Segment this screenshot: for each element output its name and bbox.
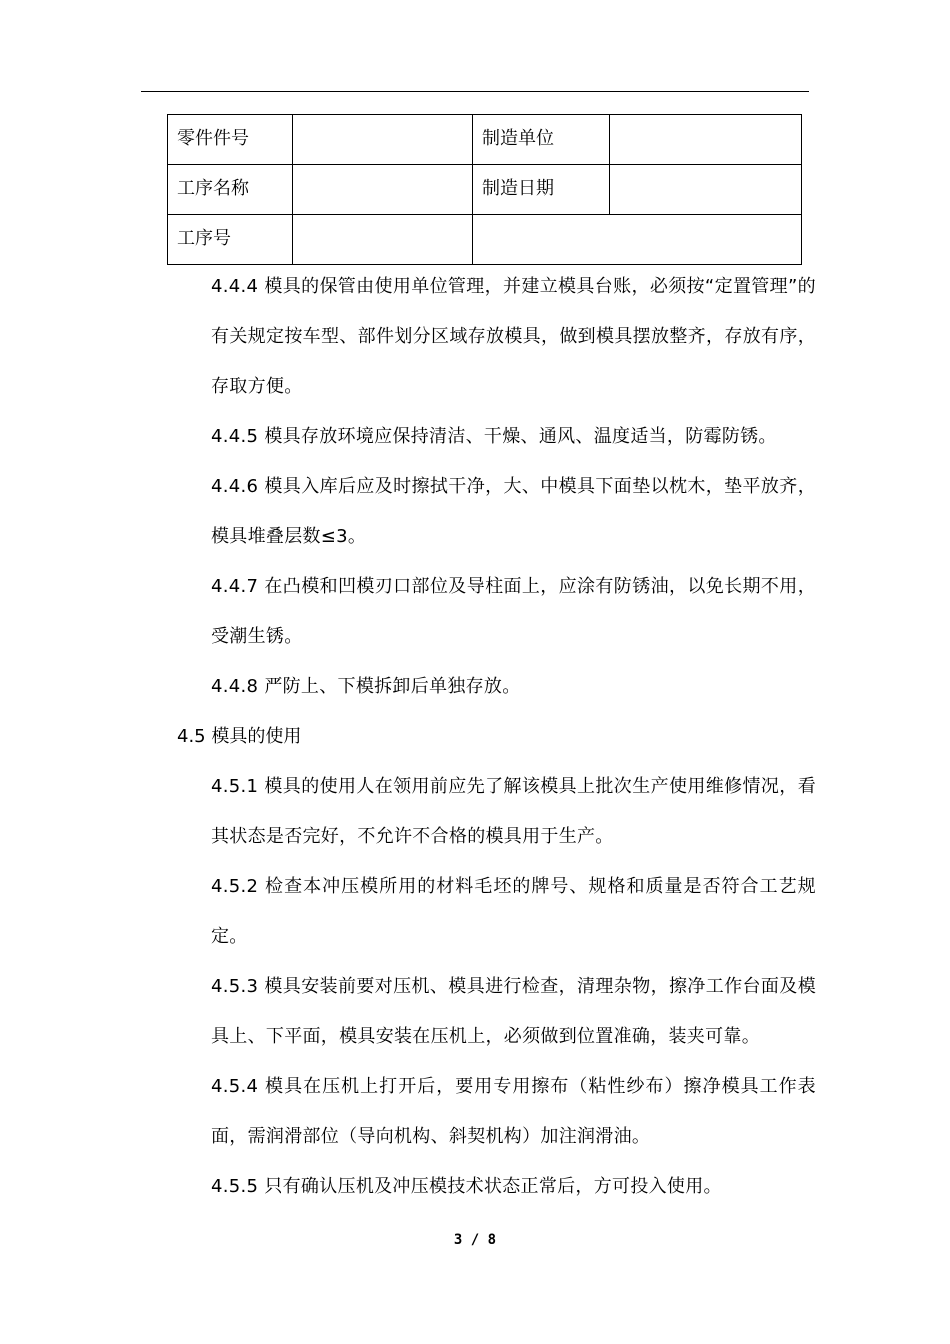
table-cell <box>473 215 802 265</box>
table-cell <box>610 165 802 215</box>
paragraph-4-4-7: 4.4.7 在凸模和凹模刃口部位及导柱面上，应涂有防锈油，以免长期不用，受潮生锈。 <box>211 576 816 647</box>
table-row <box>168 215 802 265</box>
paragraph-4-5-1: 4.5.1 模具的使用人在领用前应先了解该模具上批次生产使用维修情况，看其状态是否完好，不允许不合格的模具用于生产。 <box>211 776 816 847</box>
table-cell: 制造日期 <box>473 165 610 215</box>
paragraph-4-5-4: 4.5.4 模具在压机上打开后，要用专用擦布（粘性纱布）擦净模具工作表面，需润滑部位（导向机构、斜契机构）加注润滑油。 <box>211 1076 816 1147</box>
table-cell: 制造单位 <box>473 115 610 165</box>
paragraph-4-4-4: 4.4.4 模具的保管由使用单位管理，并建立模具台账，必须按“定置管理”的有关规定按车型、部件划分区域存放模具，做到模具摆放整齐，存放有序，存取方便。 <box>211 276 816 397</box>
info-table <box>167 114 802 265</box>
table-cell <box>293 215 473 265</box>
table-cell: 工序名称 <box>168 165 293 215</box>
table-row <box>168 165 802 215</box>
section-heading-4-5: 4.5 模具的使用 <box>177 726 302 747</box>
table-cell <box>293 165 473 215</box>
table-cell <box>293 115 473 165</box>
paragraph-4-4-8: 4.4.8 严防上、下模拆卸后单独存放。 <box>211 676 521 697</box>
paragraph-4-5-5: 4.5.5 只有确认压机及冲压模技术状态正常后，方可投入使用。 <box>211 1176 722 1197</box>
table-cell <box>610 115 802 165</box>
table-row <box>168 115 802 165</box>
table-cell: 工序号 <box>168 215 293 265</box>
page-number: 3 / 8 <box>453 1232 497 1248</box>
table-cell: 零件件号 <box>168 115 293 165</box>
paragraph-4-5-2: 4.5.2 检查本冲压模所用的材料毛坯的牌号、规格和质量是否符合工艺规定。 <box>211 876 816 947</box>
header-rule <box>141 91 809 92</box>
paragraph-4-4-5: 4.4.5 模具存放环境应保持清洁、干燥、通风、温度适当，防霉防锈。 <box>211 426 777 447</box>
paragraph-4-5-3: 4.5.3 模具安装前要对压机、模具进行检查，清理杂物，擦净工作台面及模具上、下平面，模具安装在压机上，必须做到位置准确，装夹可靠。 <box>211 976 816 1047</box>
paragraph-4-4-6: 4.4.6 模具入库后应及时擦拭干净，大、中模具下面垫以枕木，垫平放齐，模具堆叠层数≤3。 <box>211 476 816 547</box>
